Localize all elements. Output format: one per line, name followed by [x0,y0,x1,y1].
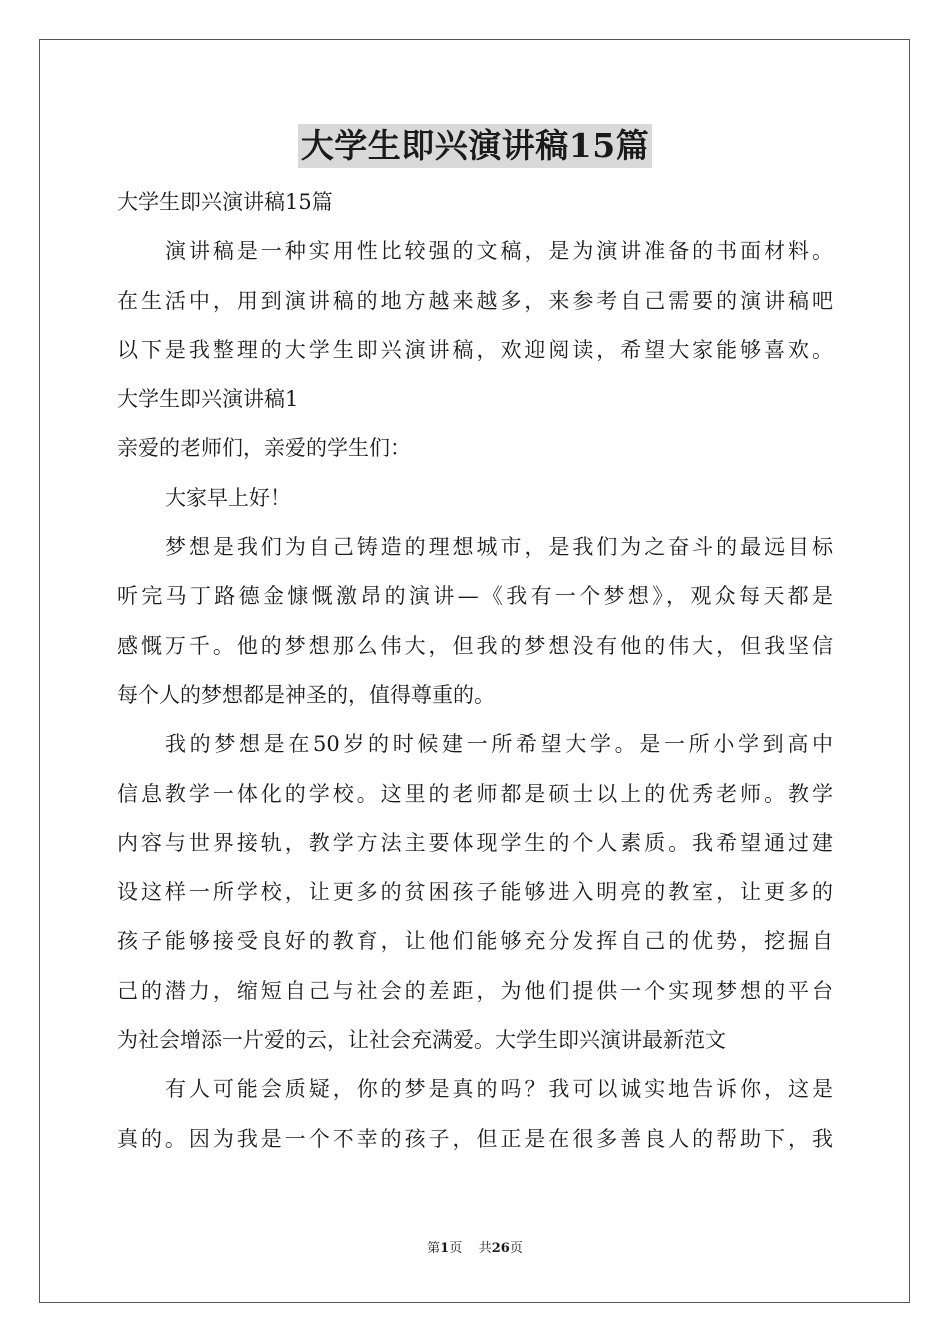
section-heading: 大学生即兴演讲稿1 [117,387,299,412]
total-prefix: 共 [478,1241,492,1256]
body-line: 以下是我整理的大学生即兴演讲稿，欢迎阅读，希望大家能够喜欢。 [117,337,833,362]
document-title: 大学生即兴演讲稿15篇 [298,124,652,168]
body-line: 每个人的梦想都是神圣的，值得尊重的。 [117,682,495,707]
body-line: 有人可能会质疑，你的梦是真的吗？我可以诚实地告诉你，这是 [165,1077,833,1102]
document-body [117,178,833,1164]
total-pages: 26 [491,1241,510,1256]
body-line: 为社会增添一片爱的云，让社会充满爱。大学生即兴演讲最新范文 [117,1028,726,1053]
page-footer [0,1240,950,1258]
body-line: 真的。因为我是一个不幸的孩子，但正是在很多善良人的帮助下，我 [117,1126,833,1151]
body-line: 梦想是我们为自己铸造的理想城市，是我们为之奋斗的最远目标 [165,535,833,560]
salutation-line: 亲爱的老师们，亲爱的学生们： [117,436,411,461]
body-line: 听完马丁路德金慷慨激昂的演讲—《我有一个梦想》，观众每天都是 [117,584,833,609]
total-suffix: 页 [509,1241,523,1256]
body-line: 我的梦想是在50岁的时候建一所希望大学。是一所小学到高中 [165,732,833,757]
body-line: 设这样一所学校，让更多的贫困孩子能够进入明亮的教室，让更多的 [117,880,833,905]
body-line: 内容与世界接轨，教学方法主要体现学生的个人素质。我希望通过建 [117,830,833,855]
title-container [0,124,950,168]
greeting-line: 大家早上好！ [165,485,291,510]
body-line: 孩子能够接受良好的教育，让他们能够充分发挥自己的优势，挖掘自 [117,929,833,954]
body-line: 己的潜力，缩短自己与社会的差距，为他们提供一个实现梦想的平台 [117,978,833,1003]
body-line: 感慨万千。他的梦想那么伟大，但我的梦想没有他的伟大，但我坚信 [117,633,833,658]
page-prefix: 第 [427,1241,441,1256]
subtitle-line: 大学生即兴演讲稿15篇 [117,190,333,214]
page-suffix: 页 [449,1241,463,1256]
body-line: 演讲稿是一种实用性比较强的文稿，是为演讲准备的书面材料。 [165,239,833,264]
page-number: 1 [440,1241,450,1256]
body-line: 在生活中，用到演讲稿的地方越来越多，来参考自己需要的演讲稿吧 [117,288,833,313]
body-line: 信息教学一体化的学校。这里的老师都是硕士以上的优秀老师。教学 [117,781,833,806]
